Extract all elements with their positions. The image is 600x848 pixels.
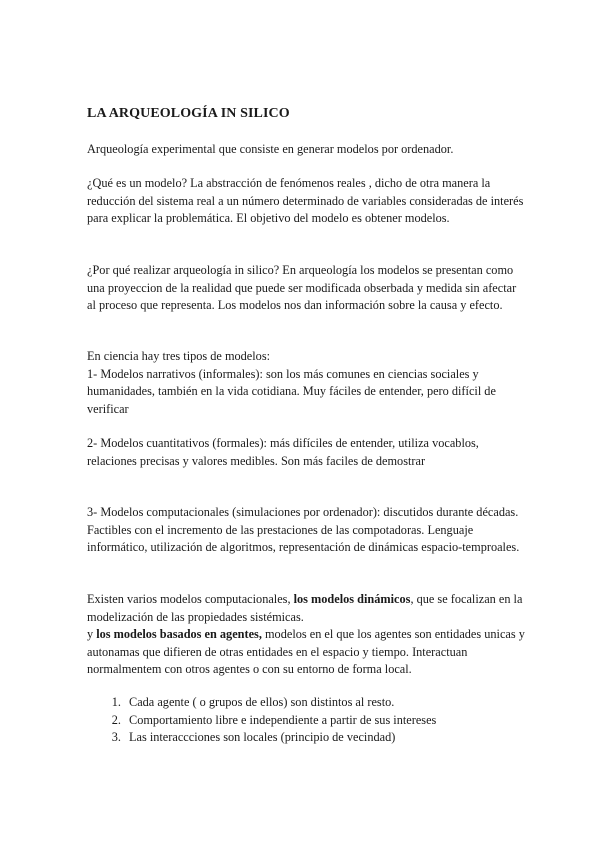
text-segment: modelos en el que los agentes son entidades unicas y autonamas que difieren de otras entidades en el espacio y tiempo. Interactuan normalmentem con otros agentes o con su entorno de forma local. — [87, 627, 525, 677]
list-item: 3. Las interaccciones son locales (principio de vecindad) — [111, 730, 396, 745]
model-types-intro: En ciencia hay tres tipos de modelos: — [87, 349, 271, 363]
paragraph-why-in-silico: ¿Por qué realizar arqueología in silico? En arqueología los modelos se presentan como una proyeccion de la realidad que puede ser modificada obserbada y medida sin afectar al proceso que representa. Los modelos nos dan información sobre la causa y efecto. — [87, 263, 517, 313]
paragraph-model-types — [87, 348, 527, 418]
text-segment: y — [87, 627, 97, 642]
model-type-quantitative: 2- Modelos cuantitativos (formales): más difíciles de entender, utiliza vocablos, relaciones precisas y valores medibles. Son más faciles de demostrar — [87, 436, 479, 468]
list-item: 1. Cada agente ( o grupos de ellos) son distintos al resto. — [111, 695, 395, 709]
paragraph-intro: Arqueología experimental que consiste en generar modelos por ordenador. — [87, 142, 454, 156]
paragraph-computational-models — [87, 591, 527, 679]
text-segment: , que se focalizan en la modelización de las propiedades sistémicas. — [87, 592, 523, 624]
paragraph-what-is-model: ¿Qué es un modelo? La abstracción de fenómenos reales , dicho de otra manera la reducción del sistema real a un número determinado de variables consideradas de interés para explicar la problemática. El objetivo del modelo es obtener modelos. — [87, 176, 524, 226]
bold-agent-based-models: los modelos basados en agentes, — [96, 627, 262, 642]
document-title: LA ARQUEOLOGÍA IN SILICO — [87, 106, 290, 121]
bold-dynamic-models: los modelos dinámicos — [293, 592, 411, 606]
agent-properties-list — [87, 694, 527, 747]
model-type-computational: 3- Modelos computacionales (simulaciones por ordenador): discutidos durante décadas. Factibles con el incremento de las prestaciones de las compotadoras. Lenguaje informático, utilización de algoritmos, representación de dinámicas espacio-temproales. — [87, 505, 520, 555]
text-segment: Existen varios modelos computacionales, — [87, 592, 294, 606]
list-item: 2. Comportamiento libre e independiente a partir de sus intereses — [111, 712, 437, 727]
model-type-narrative: 1- Modelos narrativos (informales): son los más comunes en ciencias sociales y humanidades, también en la vida cotidiana. Muy fáciles de entender, pero difícil de verificar — [87, 366, 496, 416]
